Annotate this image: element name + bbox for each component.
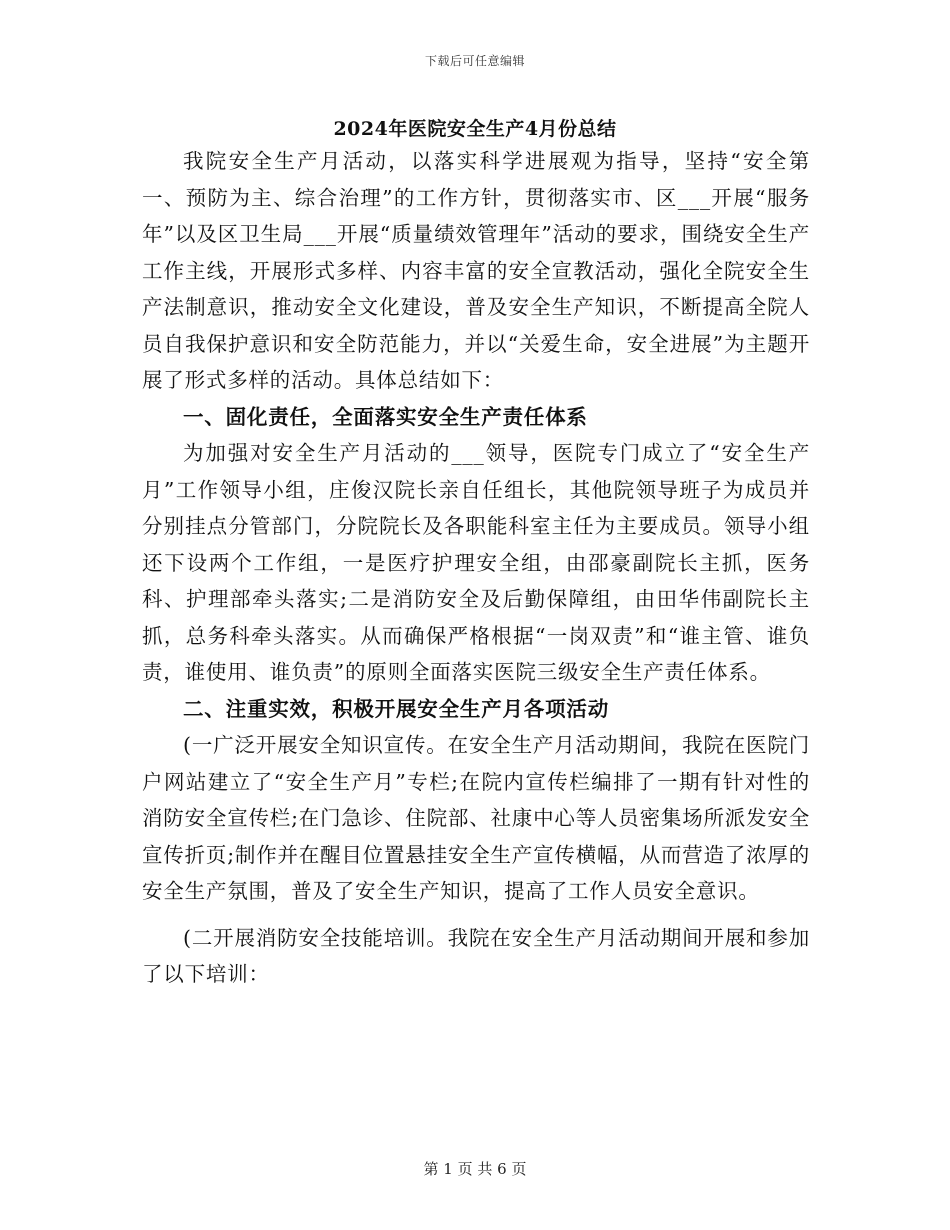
section-1-paragraph: 为加强对安全生产月活动的___领导，医院专门成立了“安全生产月”工作领导小组，庄俊汉院长亲自任组长，其他院领导班子为成员并分别挂点分管部门，分院院长及各职能科室主任为主要成员。领导小组还下设两个工作组，一是医疗护理安全组，由邵豪副院长主抓，医务科、护理部牵头落实;二是消防安全及后勤保障组，由田华伟副院长主抓，总务科牵头落实。从而确保严格根据“一岗双责”和“谁主管、谁负责，谁使用、谁负责”的原则全面落实医院三级安全生产责任体系。 — [142, 441, 810, 684]
page-number: 第 1 页 共 6 页 — [423, 1160, 527, 1178]
paragraph-gap — [142, 910, 810, 920]
document-body — [142, 143, 810, 993]
section-2-paragraph-2: (二开展消防安全技能培训。我院在安全生产月活动期间开展和参加了以下培训： — [142, 925, 810, 986]
section-heading-2: 二、注重实效，积极开展安全生产月各项活动 — [183, 696, 609, 721]
intro-paragraph: 我院安全生产月活动，以落实科学进展观为指导，坚持“安全第一、预防为主、综合治理”的工作方针，贯彻落实市、区___开展“服务年”以及区卫生局___开展“质量绩效管理年”活动的要求，围绕安全生产工作主线，开展形式多样、内容丰富的安全宣教活动，强化全院安全生产法制意识，推动安全文化建设，普及安全生产知识，不断提高全院人员自我保护意识和安全防范能力，并以“关爱生命，安全进展”为主题开展了形式多样的活动。具体总结如下： — [142, 149, 810, 392]
document-title: 2024年医院安全生产4月份总结 — [333, 118, 617, 140]
download-note: 下载后可任意编辑 — [424, 54, 525, 68]
section-heading-1: 一、固化责任，全面落实安全生产责任体系 — [183, 404, 588, 429]
section-2-paragraph-1: (一广泛开展安全知识宣传。在安全生产月活动期间，我院在医院门户网站建立了“安全生产月”专栏;在院内宣传栏编排了一期有针对性的消防安全宣传栏;在门急诊、住院部、社康中心等人员密集场所派发安全宣传折页;制作并在醒目位置悬挂安全生产宣传横幅，从而营造了浓厚的安全生产氛围，普及了安全生产知识，提高了工作人员安全意识。 — [142, 733, 811, 903]
